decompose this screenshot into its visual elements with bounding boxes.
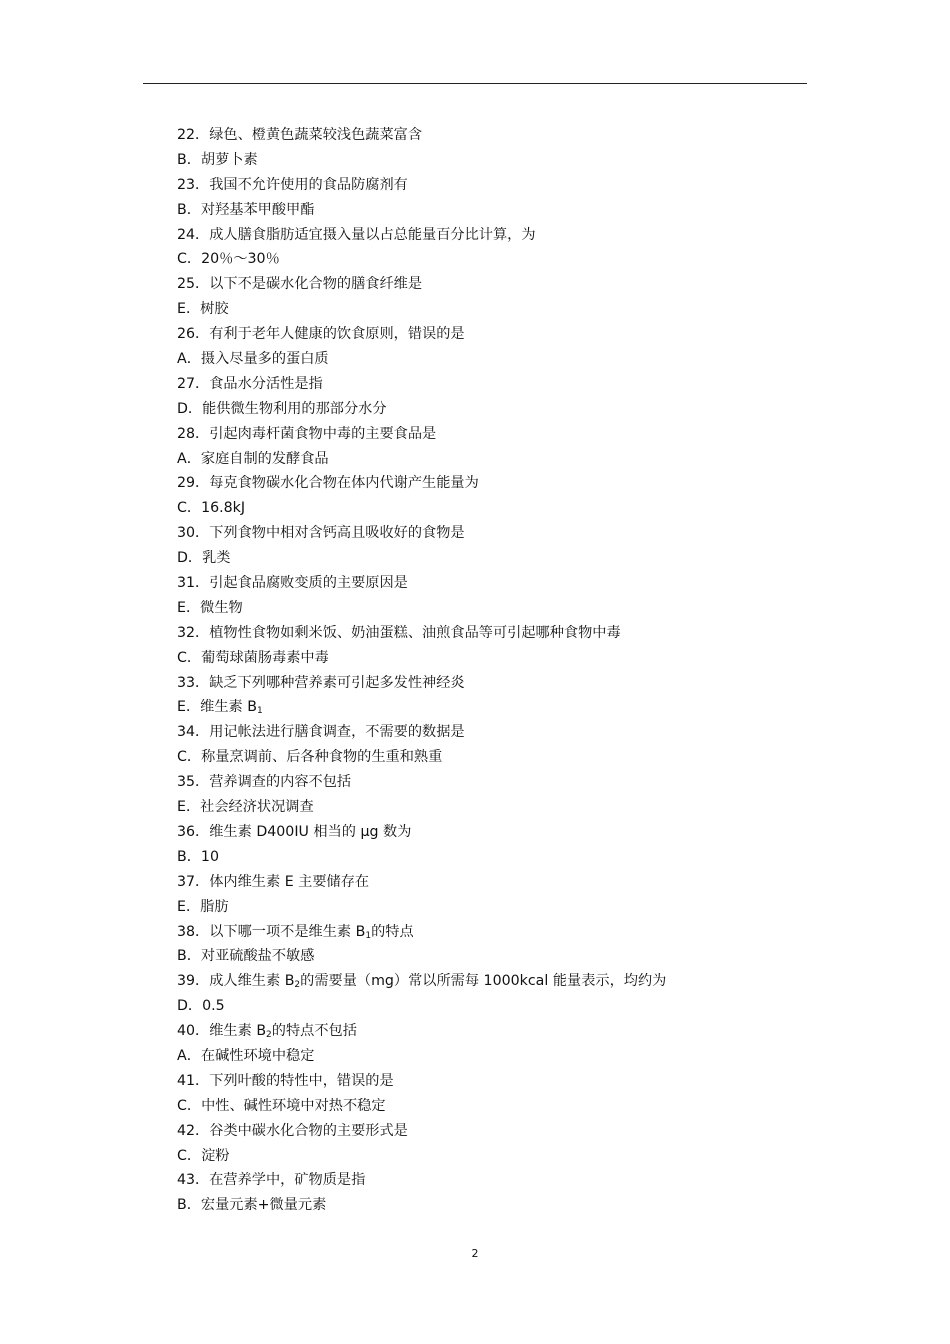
question-line: 42．谷类中碳水化合物的主要形式是 bbox=[177, 1122, 408, 1139]
answer-line: D．0.5 bbox=[177, 998, 225, 1015]
question-line: 24．成人膳食脂肪适宜摄入量以占总能量百分比计算，为 bbox=[177, 226, 536, 243]
answer-line: E．脂肪 bbox=[177, 898, 229, 915]
question-line: 27．食品水分活性是指 bbox=[177, 375, 323, 392]
question-line: 39．成人维生素 $B_2$的需要量（mg）常以所需每 1000kcal 能量表示，均约为 bbox=[177, 973, 667, 991]
question-line: 37．体内维生素 E 主要储存在 bbox=[177, 873, 370, 890]
question-line: 43．在营养学中，矿物质是指 bbox=[177, 1172, 366, 1189]
question-line: 25．以下不是碳水化合物的膳食纤维是 bbox=[177, 276, 423, 293]
question-line: 34．用记帐法进行膳食调查，不需要的数据是 bbox=[177, 724, 465, 741]
question-line: 38．以下哪一项不是维生素 $B_1$的特点 bbox=[177, 923, 414, 941]
question-line: 40．维生素 $B_2$的特点不包括 bbox=[177, 1023, 357, 1041]
question-line: 35．营养调查的内容不包括 bbox=[177, 774, 352, 791]
question-line: 26．有利于老年人健康的饮食原则，错误的是 bbox=[177, 326, 465, 343]
answer-line: E．微生物 bbox=[177, 599, 243, 616]
answer-line: C．称量烹调前、后各种食物的生重和熟重 bbox=[177, 749, 443, 766]
answer-line: C．20％～30％ bbox=[177, 251, 280, 268]
question-line: 31．引起食品腐败变质的主要原因是 bbox=[177, 575, 408, 592]
question-line: 29．每克食物碳水化合物在体内代谢产生能量为 bbox=[177, 475, 479, 492]
answer-line: E．树胶 bbox=[177, 301, 229, 318]
question-line: 28．引起肉毒杆菌食物中毒的主要食品是 bbox=[177, 425, 437, 442]
answer-line: C．16.8kJ bbox=[177, 500, 246, 517]
question-line: 41．下列叶酸的特性中，错误的是 bbox=[177, 1072, 394, 1089]
question-line: 32．植物性食物如剩米饭、奶油蛋糕、油煎食品等可引起哪种食物中毒 bbox=[177, 624, 621, 641]
question-line: 23．我国不允许使用的食品防腐剂有 bbox=[177, 176, 408, 193]
answer-line: E．社会经济状况调查 bbox=[177, 799, 314, 816]
answer-line: E．维生素 $B_1$ bbox=[177, 699, 263, 717]
question-line: 36．维生素 D400IU 相当的 μg 数为 bbox=[177, 823, 412, 840]
answer-line: B．宏量元素+微量元素 bbox=[177, 1197, 327, 1214]
question-line: 33．缺乏下列哪种营养素可引起多发性神经炎 bbox=[177, 674, 465, 691]
answer-line: A．在碱性环境中稳定 bbox=[177, 1047, 315, 1064]
page-number: 2 bbox=[471, 1247, 479, 1260]
answer-line: B．10 bbox=[177, 848, 219, 865]
question-list bbox=[177, 123, 817, 1218]
header-rule bbox=[143, 83, 807, 84]
question-line: 30．下列食物中相对含钙高且吸收好的食物是 bbox=[177, 525, 465, 542]
answer-line: C．葡萄球菌肠毒素中毒 bbox=[177, 649, 329, 666]
question-line: 22．绿色、橙黄色蔬菜较浅色蔬菜富含 bbox=[177, 127, 423, 143]
answer-line: D．能供微生物利用的那部分水分 bbox=[177, 400, 387, 417]
answer-line: A．家庭自制的发酵食品 bbox=[177, 450, 329, 467]
answer-line: B．对羟基苯甲酸甲酯 bbox=[177, 201, 315, 218]
answer-line: B．对亚硫酸盐不敏感 bbox=[177, 948, 315, 965]
answer-line: B．胡萝卜素 bbox=[177, 151, 258, 168]
answer-line: A．摄入尽量多的蛋白质 bbox=[177, 351, 329, 368]
answer-line: D．乳类 bbox=[177, 550, 231, 567]
answer-line: C．中性、碱性环境中对热不稳定 bbox=[177, 1097, 386, 1114]
answer-line: C．淀粉 bbox=[177, 1147, 230, 1164]
